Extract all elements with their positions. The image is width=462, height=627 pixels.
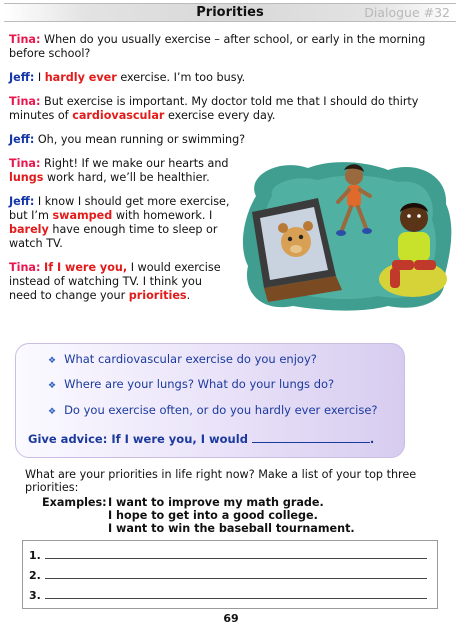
examples-label: Examples: bbox=[42, 496, 107, 509]
diamond-bullet-icon: ❖ bbox=[48, 356, 57, 366]
example-text: I want to win the baseball tournament. bbox=[108, 522, 355, 535]
example-text: I hope to get into a good college. bbox=[108, 509, 318, 522]
dialogue-tag: Dialogue #32 bbox=[364, 5, 450, 20]
example-row bbox=[42, 509, 355, 522]
keyword: hardly ever bbox=[44, 71, 117, 84]
advice-prompt bbox=[28, 432, 374, 446]
diamond-bullet-icon: ❖ bbox=[48, 407, 57, 417]
keyword: priorities bbox=[128, 289, 187, 302]
answer-box bbox=[22, 540, 438, 609]
dialogue-text: Oh, you mean running or swimming? bbox=[34, 133, 246, 146]
dialogue-line bbox=[9, 95, 449, 123]
dialogue-text: When do you usually exercise – after school, or early in the morning before school? bbox=[9, 33, 426, 60]
priorities-prompt: What are your priorities in life right now? Make a list of your top three priorities: bbox=[25, 468, 417, 494]
keyword: lungs bbox=[9, 171, 44, 184]
example-text: I want to improve my math grade. bbox=[108, 496, 324, 509]
example-row bbox=[42, 522, 355, 535]
answer-number: 1. bbox=[29, 549, 41, 562]
dialogue-text: I know I should get more exercise, but I’m bbox=[9, 195, 230, 222]
dialogue-line bbox=[9, 157, 231, 185]
speaker-label: Jeff: bbox=[9, 195, 35, 208]
question-item bbox=[48, 403, 378, 417]
dialogue-text: I would exercise instead of watching TV. I think you need to change your bbox=[9, 261, 221, 302]
example-row bbox=[42, 496, 355, 509]
discussion-box bbox=[15, 343, 405, 458]
dialogue-text: have enough time to sleep or watch TV. bbox=[9, 223, 218, 250]
speaker-label: Jeff: bbox=[9, 71, 35, 84]
speaker-label: Tina: bbox=[9, 95, 41, 108]
answer-blank[interactable] bbox=[45, 578, 427, 579]
dialogue-text: with homework. I bbox=[112, 209, 213, 222]
question-text: Where are your lungs? What do your lungs do? bbox=[64, 377, 335, 391]
page-number: 69 bbox=[223, 612, 239, 625]
dialogue-line bbox=[9, 71, 449, 85]
dialogue-text: . bbox=[186, 289, 191, 302]
dialogue-text: exercise every day. bbox=[164, 109, 276, 122]
answer-blank[interactable] bbox=[45, 558, 427, 559]
speaker-label: Tina: bbox=[9, 157, 41, 170]
speaker-label: Tina: bbox=[9, 261, 41, 274]
dialogue-line bbox=[9, 33, 449, 61]
advice-end: . bbox=[369, 432, 375, 446]
illustration-kids-tv bbox=[238, 156, 456, 314]
dialogue-text: But exercise is important. My doctor told me that I should do thirty minutes of bbox=[9, 95, 419, 122]
answer-number: 3. bbox=[29, 589, 41, 602]
page-title: Priorities bbox=[196, 5, 264, 20]
keyword: If I were you, bbox=[44, 261, 128, 274]
answer-number: 2. bbox=[29, 569, 41, 582]
dialogue-text: I bbox=[34, 71, 45, 84]
diamond-bullet-icon: ❖ bbox=[48, 381, 57, 391]
dialogue-text: exercise. I’m too busy. bbox=[116, 71, 246, 84]
dialogue-text: Right! If we make our hearts and bbox=[40, 157, 229, 170]
keyword: swamped bbox=[52, 209, 113, 222]
keyword: barely bbox=[9, 223, 49, 236]
speaker-label: Tina: bbox=[9, 33, 41, 46]
dialogue-line bbox=[9, 133, 449, 147]
keyword: cardiovascular bbox=[72, 109, 165, 122]
examples bbox=[42, 496, 355, 535]
dialogue-text: work hard, we’ll be healthier. bbox=[43, 171, 210, 184]
dialogue-line bbox=[9, 195, 231, 251]
question-item bbox=[48, 377, 334, 391]
answer-blank[interactable] bbox=[45, 598, 427, 599]
answer-line[interactable] bbox=[29, 589, 427, 602]
advice-blank[interactable] bbox=[252, 442, 370, 443]
dialogue-line bbox=[9, 261, 231, 303]
question-item bbox=[48, 352, 317, 366]
speaker-label: Jeff: bbox=[9, 133, 35, 146]
answer-line[interactable] bbox=[29, 549, 427, 562]
advice-label: Give advice: If I were you, I would bbox=[28, 432, 248, 446]
question-text: What cardiovascular exercise do you enjoy? bbox=[64, 352, 317, 366]
question-text: Do you exercise often, or do you hardly ever exercise? bbox=[64, 403, 378, 417]
answer-line[interactable] bbox=[29, 569, 427, 582]
header-bar bbox=[4, 3, 456, 22]
